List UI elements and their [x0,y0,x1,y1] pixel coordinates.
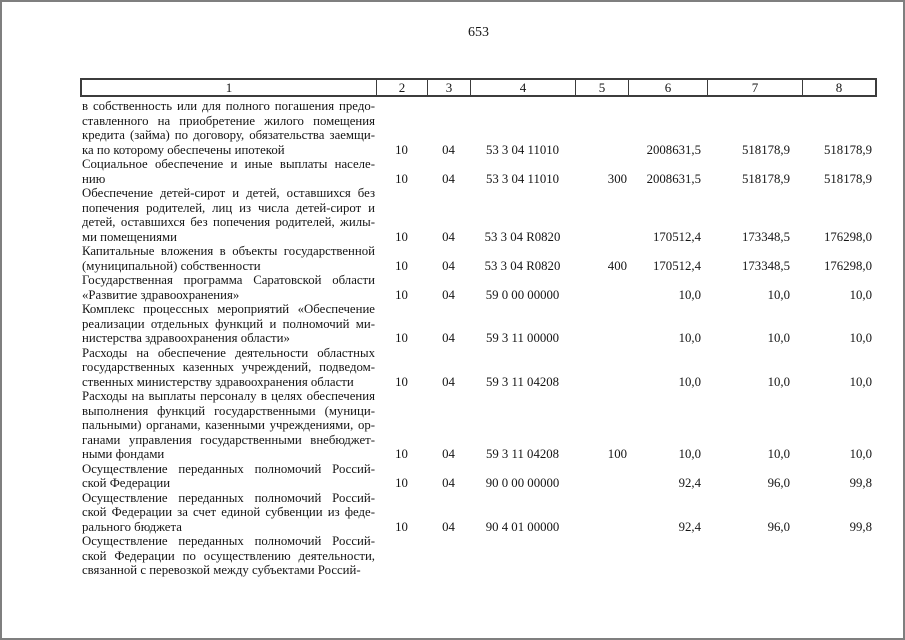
col-amount-year2: 10,0 [767,287,790,302]
col-amount-year3: 99,8 [849,476,872,490]
col-razdel: 10 [395,374,408,389]
col-amount-year3: 176298,0 [824,229,872,244]
table-row [80,186,877,244]
col-amount-year3: 10,0 [849,374,872,389]
column-header: 3 [427,80,470,95]
col-expense-type: 400 [607,258,627,273]
col-podrazdel: 04 [442,142,455,157]
col-expense-type: 300 [607,171,627,186]
table-body [80,99,877,578]
col-target-article: 59 3 11 00000 [485,331,560,345]
col-amount-year1: 10,0 [678,447,701,461]
col-razdel: 10 [395,331,408,345]
col-amount-year1: 10,0 [678,331,701,345]
col-razdel: 10 [395,476,408,490]
row-label: Расходы на выплаты персоналу в целях обеспечения выполнения функций государственными (муници- пальными) органами, казенными учреждениями, ор- ганами управления государственными внебюджет- ными фондами [82,389,375,461]
col-amount-year1: 92,4 [678,476,701,490]
row-label: Социальное обеспечение и иные выплаты населе- нию [82,157,375,186]
column-header: 1 [225,80,233,95]
column-header: 6 [628,80,707,95]
table-row [80,273,877,302]
col-amount-year1: 92,4 [678,519,701,534]
col-podrazdel: 04 [442,447,455,461]
row-label: Комплекс процессных мероприятий «Обеспечение реализации отдельных функций и полномочий ми- нистерства здравоохранения области» [82,302,375,345]
col-amount-year3: 518178,9 [824,171,872,186]
row-label: Государственная программа Саратовской области «Развитие здравоохранения» [82,273,375,302]
col-amount-year3: 518178,9 [824,142,872,157]
table-row [80,462,877,491]
column-header: 5 [575,80,628,95]
row-label: Капитальные вложения в объекты государственной (муниципальной) собственности [82,244,375,273]
col-amount-year2: 10,0 [767,331,790,345]
col-podrazdel: 04 [442,519,455,534]
col-target-article: 53 3 04 R0820 [484,258,561,273]
col-target-article: 53 3 04 R0820 [484,229,561,244]
row-label: Обеспечение детей-сирот и детей, оставшихся без попечения родителей, лиц из числа детей-сирот и детей, оставшихся без попечения родителей, жилы- ми помещениями [82,186,375,244]
table-row [80,157,877,186]
row-label: Осуществление переданных полномочий Россий- ской Федерации по осуществлению деятельности, связанной с перевозкой между субъектами Россий- [82,534,375,577]
table-row [80,534,877,578]
col-target-article: 53 3 04 11010 [485,171,560,186]
table-row [80,346,877,390]
col-amount-year3: 10,0 [849,331,872,345]
col-amount-year1: 170512,4 [653,258,701,273]
col-podrazdel: 04 [442,374,455,389]
col-amount-year3: 10,0 [849,447,872,461]
row-label: Расходы на обеспечение деятельности областных государственных казенных учреждений, подведом- ственных министерству здравоохранения области [82,345,375,389]
col-amount-year2: 518178,9 [742,142,790,157]
col-razdel: 10 [395,258,408,273]
row-label: Осуществление переданных полномочий Россий- ской Федерации [82,461,375,490]
col-razdel: 10 [395,287,408,302]
col-amount-year2: 518178,9 [742,171,790,186]
col-target-article: 59 0 00 00000 [485,287,560,302]
col-target-article: 59 3 11 04208 [485,447,560,461]
col-podrazdel: 04 [442,229,455,244]
column-header: 4 [470,80,575,95]
col-razdel: 10 [395,447,408,461]
col-amount-year2: 96,0 [767,476,790,490]
col-target-article: 53 3 04 11010 [485,142,560,157]
col-amount-year3: 99,8 [849,519,872,534]
col-podrazdel: 04 [442,258,455,273]
col-podrazdel: 04 [442,287,455,302]
column-header: 7 [707,80,802,95]
col-amount-year2: 173348,5 [742,258,790,273]
col-amount-year2: 96,0 [767,519,790,534]
table-row [80,491,877,535]
col-amount-year1: 10,0 [678,287,701,302]
col-amount-year2: 10,0 [767,447,790,461]
table-row [80,99,877,157]
row-label: Осуществление переданных полномочий Россий- ской Федерации за счет единой субвенции из феде- рального бюджета [82,490,375,534]
col-podrazdel: 04 [442,476,455,490]
col-amount-year1: 170512,4 [653,229,701,244]
col-razdel: 10 [395,519,408,534]
column-header: 8 [802,80,875,95]
col-target-article: 90 0 00 00000 [485,476,560,490]
col-target-article: 90 4 01 00000 [485,519,560,534]
col-razdel: 10 [395,229,408,244]
table-header-row [80,78,877,97]
col-target-article: 59 3 11 04208 [485,374,560,389]
col-razdel: 10 [395,171,408,186]
table-row [80,389,877,462]
col-amount-year1: 2008631,5 [646,171,701,186]
budget-table [80,78,877,578]
row-label: в собственность или для полного погашения предо- ставленного на приобретение жилого помещения кредита (займа) по договору, обязательства заемщи- ка по которому обеспечены ипотекой [82,99,375,157]
col-razdel: 10 [395,142,408,157]
col-amount-year1: 2008631,5 [646,142,701,157]
col-amount-year2: 173348,5 [742,229,790,244]
col-podrazdel: 04 [442,171,455,186]
col-amount-year1: 10,0 [678,374,701,389]
page-number: 653 [468,25,489,40]
col-amount-year3: 176298,0 [824,258,872,273]
table-row [80,244,877,273]
table-row [80,302,877,346]
col-amount-year2: 10,0 [767,374,790,389]
column-header: 2 [376,80,427,95]
col-expense-type: 100 [607,447,627,461]
col-podrazdel: 04 [442,331,455,345]
col-amount-year3: 10,0 [849,287,872,302]
